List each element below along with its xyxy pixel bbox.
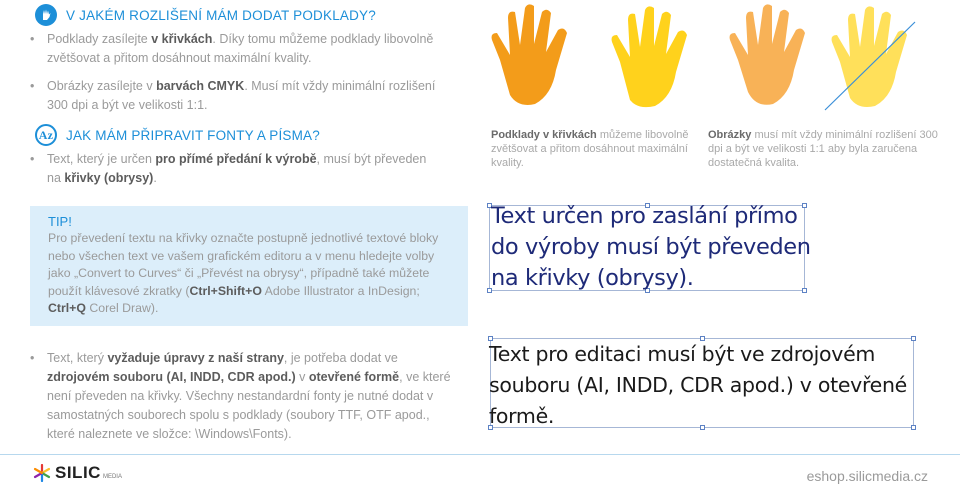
logo-word: SILIC <box>55 463 101 482</box>
bullet-bold: vyžaduje úpravy z naší strany <box>107 351 284 365</box>
caption-text: můžeme libovolně zvětšovat a přitom dosáhnout maximální kvality. <box>491 129 689 169</box>
website-link[interactable]: eshop.silicmedia.cz <box>806 468 928 484</box>
blurry-orange-hand-icon <box>730 4 805 104</box>
sharp-yellow-hand-icon <box>612 6 687 107</box>
caption-bold: Podklady v křivkách <box>491 129 597 141</box>
caption-bold: Obrázky <box>708 129 752 141</box>
curves-demo-text: Text určen pro zaslání přímo do výroby musí být převeden na křivky (obrysy). <box>491 203 811 291</box>
bullet-text: , ve které není převeden na křivky. Všechny nestandardní fonty je nutné dodat v samostatných souborech spolu s podklady (soubory TTF, OTF apod., které naleznete ve složce: \Windows\Fonts). <box>47 370 451 441</box>
bullet-cmyk <box>30 77 440 115</box>
bullet-text: . Díky tomu můžeme podklady libovolně zvětšovat a přitom dosáhnout maximální kvality. <box>47 32 434 65</box>
starburst-logo-icon <box>33 464 51 482</box>
section-heading-fonts <box>35 124 320 146</box>
caption-images <box>708 128 938 170</box>
section-heading-text: JAK MÁM PŘIPRAVIT FONTY A PÍSMA? <box>66 127 320 143</box>
tip-box <box>30 206 468 326</box>
bullet-bold: v křivkách <box>151 32 213 46</box>
tip-text: Adobe Illustrator a InDesign; <box>261 283 420 298</box>
bullet-text: . Musí mít vždy minimální rozlišení 300 dpi a být ve velikosti 1:1. <box>47 79 436 112</box>
footer-divider <box>0 454 960 455</box>
bullet-convert-text <box>30 150 440 188</box>
bullet-text: . <box>153 171 157 185</box>
bullet-bold: křivky (obrysy) <box>64 171 154 185</box>
tip-body <box>48 230 452 318</box>
logo-sub: MEDIA <box>102 474 122 480</box>
bullet-bold: zdrojovém souboru (AI, INDD, CDR apod.) <box>47 370 296 384</box>
hand-badge-icon <box>35 4 57 26</box>
bullet-text: v <box>295 370 309 384</box>
tip-text: Corel Draw). <box>85 301 159 315</box>
tip-text: Pro převedení textu na křivky označte postupně jednotlivé textové bloky nebo všechen text ve vašem grafickém editoru a v menu hledejte volby jako „Convert to Curves“ či „Převést na obrysy“, případně také můžete použít klávesové zkratky ( <box>48 231 439 298</box>
bullet-text: Text, který <box>47 351 108 365</box>
caption-curves <box>491 128 691 170</box>
section-heading-text: V JAKÉM ROZLIŠENÍ MÁM DODAT PODKLADY? <box>66 7 376 23</box>
sharp-orange-hand-icon <box>492 4 567 105</box>
bullet-text: Podklady zasílejte <box>47 32 152 46</box>
bullet-text: Obrázky zasílejte v <box>47 79 157 93</box>
font-az-icon: Az <box>35 124 57 146</box>
shortcut-illustrator: Ctrl+Shift+O <box>189 283 262 298</box>
bullet-bold: pro přímé předání k výrobě <box>155 152 317 166</box>
bullet-source-file <box>30 349 460 444</box>
silic-media-logo <box>33 463 122 483</box>
editable-demo-text: Text pro editaci musí být ve zdrojovém souboru (AI, INDD, CDR apod.) v otevřené formě. <box>489 342 907 428</box>
shortcut-corel: Ctrl+Q <box>48 301 86 315</box>
bullet-text: Text, který je určen <box>47 152 156 166</box>
caption-text: musí mít vždy minimální rozlišení 300 dpi a být ve velikosti 1:1 aby byla zaručena dostatečná kvalita. <box>708 129 938 169</box>
bullet-text: , musí být převeden na <box>47 152 427 185</box>
bullet-bold: barvách CMYK <box>156 79 245 93</box>
hands-illustration <box>480 0 950 120</box>
bullet-text: , je potřeba dodat ve <box>283 351 398 365</box>
bullet-curves <box>30 30 440 68</box>
tip-title: TIP! <box>48 214 72 229</box>
section-heading-resolution <box>35 4 376 26</box>
bullet-bold: otevřené formě <box>308 370 400 384</box>
